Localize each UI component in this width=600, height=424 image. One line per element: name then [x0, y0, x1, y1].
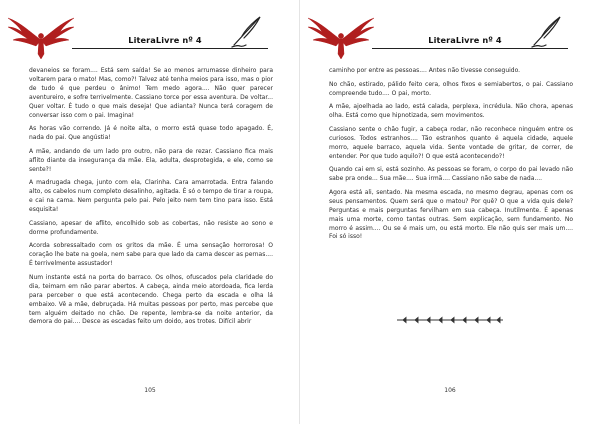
right-page [300, 0, 600, 424]
page-header [300, 14, 600, 62]
page-number: 106 [444, 387, 456, 394]
ornamental-divider-icon [395, 316, 505, 324]
paragraph: caminho por entre as pessoas.... Antes não tivesse conseguido. [329, 67, 521, 74]
issue-title: LiteraLivre nº 4 [128, 35, 202, 45]
paragraph: A mãe, ajoelhada ao lado, está calada, perplexa, incrédula. Não chora, apenas olha. Está como que hipnotizada, sem movimentos. [329, 103, 573, 120]
issue-title: LiteraLivre nº 4 [428, 35, 502, 45]
paragraph: Quando cai em si, está sozinho. As pessoas se foram, o corpo do pai levado não sabe pra onde... Sua mãe.... Sua irmã.... Cassiano não sabe de nada.... [329, 166, 573, 183]
phoenix-logo-icon [6, 14, 76, 60]
left-body-text [29, 67, 273, 332]
phoenix-logo-icon [306, 14, 376, 60]
right-body-text [329, 67, 573, 247]
paragraph: A madrugada chega, junto com ela, Clarinha. Cara amarrotada. Entra falando alto, os cabelos num completo desalinho, agitada. É só o tempo de tirar a roupa, e cai na cama. Nem pergunta pelo pai. Pelo jeito nem tem tino para isso. Está esquisita! [29, 179, 273, 214]
paragraph: Num instante está na porta do barraco. Os olhos, ofuscados pela claridade do dia, teimam em não parar abertos. A cabeça, ainda meio atordoada, fica lerda para perceber o que está acontecendo. Chega perto da escada e olha lá embaixo. Vê a mãe, debruçada. Há muitas pessoas por perto, mas percebe que tem alguém deitado no chão. De repente, lembra-se da noite anterior, da demora do pai.... Desce as escadas feito um doido, aos trotes. Difícil abrir [29, 273, 273, 326]
page-header [0, 14, 300, 62]
paragraph: Acorda sobressaltado com os gritos da mãe. É uma sensação horrorosa! O coração lhe bate na goela, nem sabe para que lado da cama descer as pernas.... É terrivelmente assustador! [29, 242, 273, 268]
paragraph: Cassiano sente o chão fugir, a cabeça rodar, não reconhece ninguém entre os curiosos. Todos estranhos.... Tão estranhos quanto é aquela cidade, aquele morro, aquele barraco, aquela vida. Sente vontade de gritar, de correr, de entender. Por que tudo aquilo?! O que está acontecendo?! [329, 125, 573, 160]
paragraph: Agora está ali, sentado. Na mesma escada, no mesmo degrau, apenas com os seus pensamentos. Quem será que o matou? Por quê? O que a vida quis dele? Perguntas e mais perguntas fervilham em sua cabeça. Inutilmente. É apenas mais uma morte, como tantas outras. Sem explicação, sem fundamento. No morro é assim.... Ou se é mais um, ou está morto. Ele não quis ser mais um.... Foi só isso! [329, 188, 573, 241]
quill-pen-icon [228, 15, 264, 49]
paragraph: Cassiano, apesar de aflito, encolhido sob as cobertas, não resiste ao sono e dorme profundamente. [29, 219, 273, 236]
quill-pen-icon [528, 15, 564, 49]
page-number: 105 [144, 387, 156, 394]
paragraph: devaneios se foram.... Está sem saída! Se ao menos arrumasse dinheiro para voltarem para o mato! Mas, como?! Talvez até tenha meios para isso, mas o pior de tudo é que perdeu o ânimo! Tem medo agora.... Não quer parecer aventureiro, e sofre terrivelmente. Cassiano torce por essa aventura. De voltar... Quer voltar. É tudo o que mais deseja! Que adianta? Nunca terá coragem de conversar isso com o pai. Imagina! [29, 67, 273, 119]
paragraph: As horas vão correndo. Já é noite alta, o morro está quase todo apagado. É, nada do pai. Que angústia! [29, 125, 273, 142]
paragraph: A mãe, andando de um lado pro outro, não para de rezar. Cassiano fica mais aflito diante da insegurança da mãe. Ela, adulta, desprotegida, e ele, como se sente?! [29, 147, 273, 173]
paragraph: No chão, estirado, pálido feito cera, olhos fixos e semiabertos, o pai. Cassiano compreende tudo.... O pai, morto. [329, 80, 573, 97]
